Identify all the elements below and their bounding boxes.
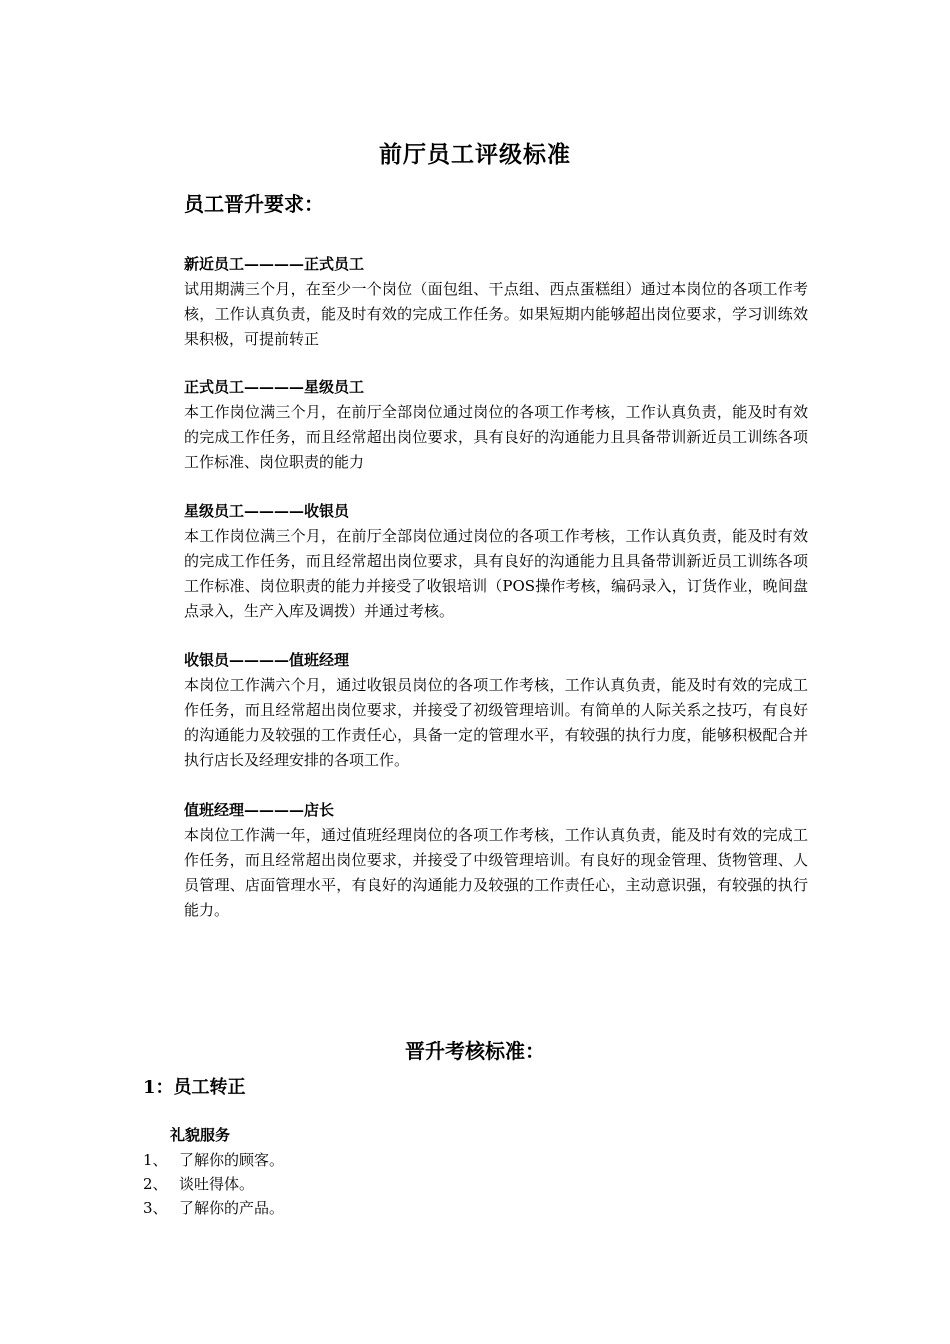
section-regular-to-star	[184, 375, 808, 475]
section-heading: 星级员工————收银员	[184, 502, 350, 520]
list-text: 了解你的顾客。	[179, 1151, 285, 1169]
list-item	[143, 1148, 284, 1172]
section-body: 试用期满三个月，在至少一个岗位（面包组、干点组、西点蛋糕组）通过本岗位的各项工作考核，工作认真负责，能及时有效的完成工作任务。如果短期内能够超出岗位要求，学习训练效果积极，可提前转正	[184, 280, 808, 348]
section-heading: 新近员工————正式员工	[184, 255, 365, 273]
section-body: 本岗位工作满六个月，通过收银员岗位的各项工作考核，工作认真负责，能及时有效的完成工作任务，而且经常超出岗位要求，并接受了初级管理培训。有简单的人际关系之技巧，有良好的沟通能力及较强的工作责任心，具备一定的管理水平，有较强的执行力度，能够积极配合并执行店长及经理安排的各项工作。	[184, 676, 808, 769]
section-body: 本工作岗位满三个月，在前厅全部岗位通过岗位的各项工作考核，工作认真负责，能及时有效的完成工作任务，而且经常超出岗位要求，具有良好的沟通能力且具备带训新近员工训练各项工作标准、岗位职责的能力并接受了收银培训（POS操作考核，编码录入，订货作业，晚间盘点录入，生产入库及调拨）并通过考核。	[184, 527, 808, 620]
section-shift-manager-to-store-manager	[184, 798, 808, 923]
list-number: 3、	[143, 1199, 168, 1217]
list-item	[143, 1172, 284, 1196]
section-heading: 值班经理————店长	[184, 801, 335, 819]
section-heading: 收银员————值班经理	[184, 651, 350, 669]
section-heading: 正式员工————星级员工	[184, 378, 365, 396]
list-text: 谈吐得体。	[179, 1175, 255, 1193]
section-star-to-cashier	[184, 499, 808, 624]
list-item	[143, 1196, 284, 1220]
list-number: 2、	[143, 1175, 168, 1193]
section-body: 本工作岗位满三个月，在前厅全部岗位通过岗位的各项工作考核，工作认真负责，能及时有效的完成工作任务，而且经常超出岗位要求，具有良好的沟通能力且具备带训新近员工训练各项工作标准、岗位职责的能力	[184, 403, 808, 471]
list-number: 1、	[143, 1151, 168, 1169]
promotion-requirements-heading: 员工晋升要求：	[184, 192, 324, 216]
assessment-standards-heading: 晋升考核标准：	[405, 1039, 545, 1063]
section-new-to-regular	[184, 252, 808, 352]
section-body: 本岗位工作满一年，通过值班经理岗位的各项工作考核，工作认真负责，能及时有效的完成工作任务，而且经常超出岗位要求，并接受了中级管理培训。有良好的现金管理、货物管理、人员管理、店面管理水平，有良好的沟通能力及较强的工作责任心，主动意识强，有较强的执行能力。	[184, 826, 808, 919]
part1-list	[143, 1148, 284, 1220]
part1-heading: 1：员工转正	[143, 1077, 246, 1098]
part1-subheading: 礼貌服务	[170, 1126, 231, 1144]
list-text: 了解你的产品。	[179, 1199, 285, 1217]
document-title: 前厅员工评级标准	[379, 141, 571, 168]
section-cashier-to-shift-manager	[184, 648, 808, 773]
